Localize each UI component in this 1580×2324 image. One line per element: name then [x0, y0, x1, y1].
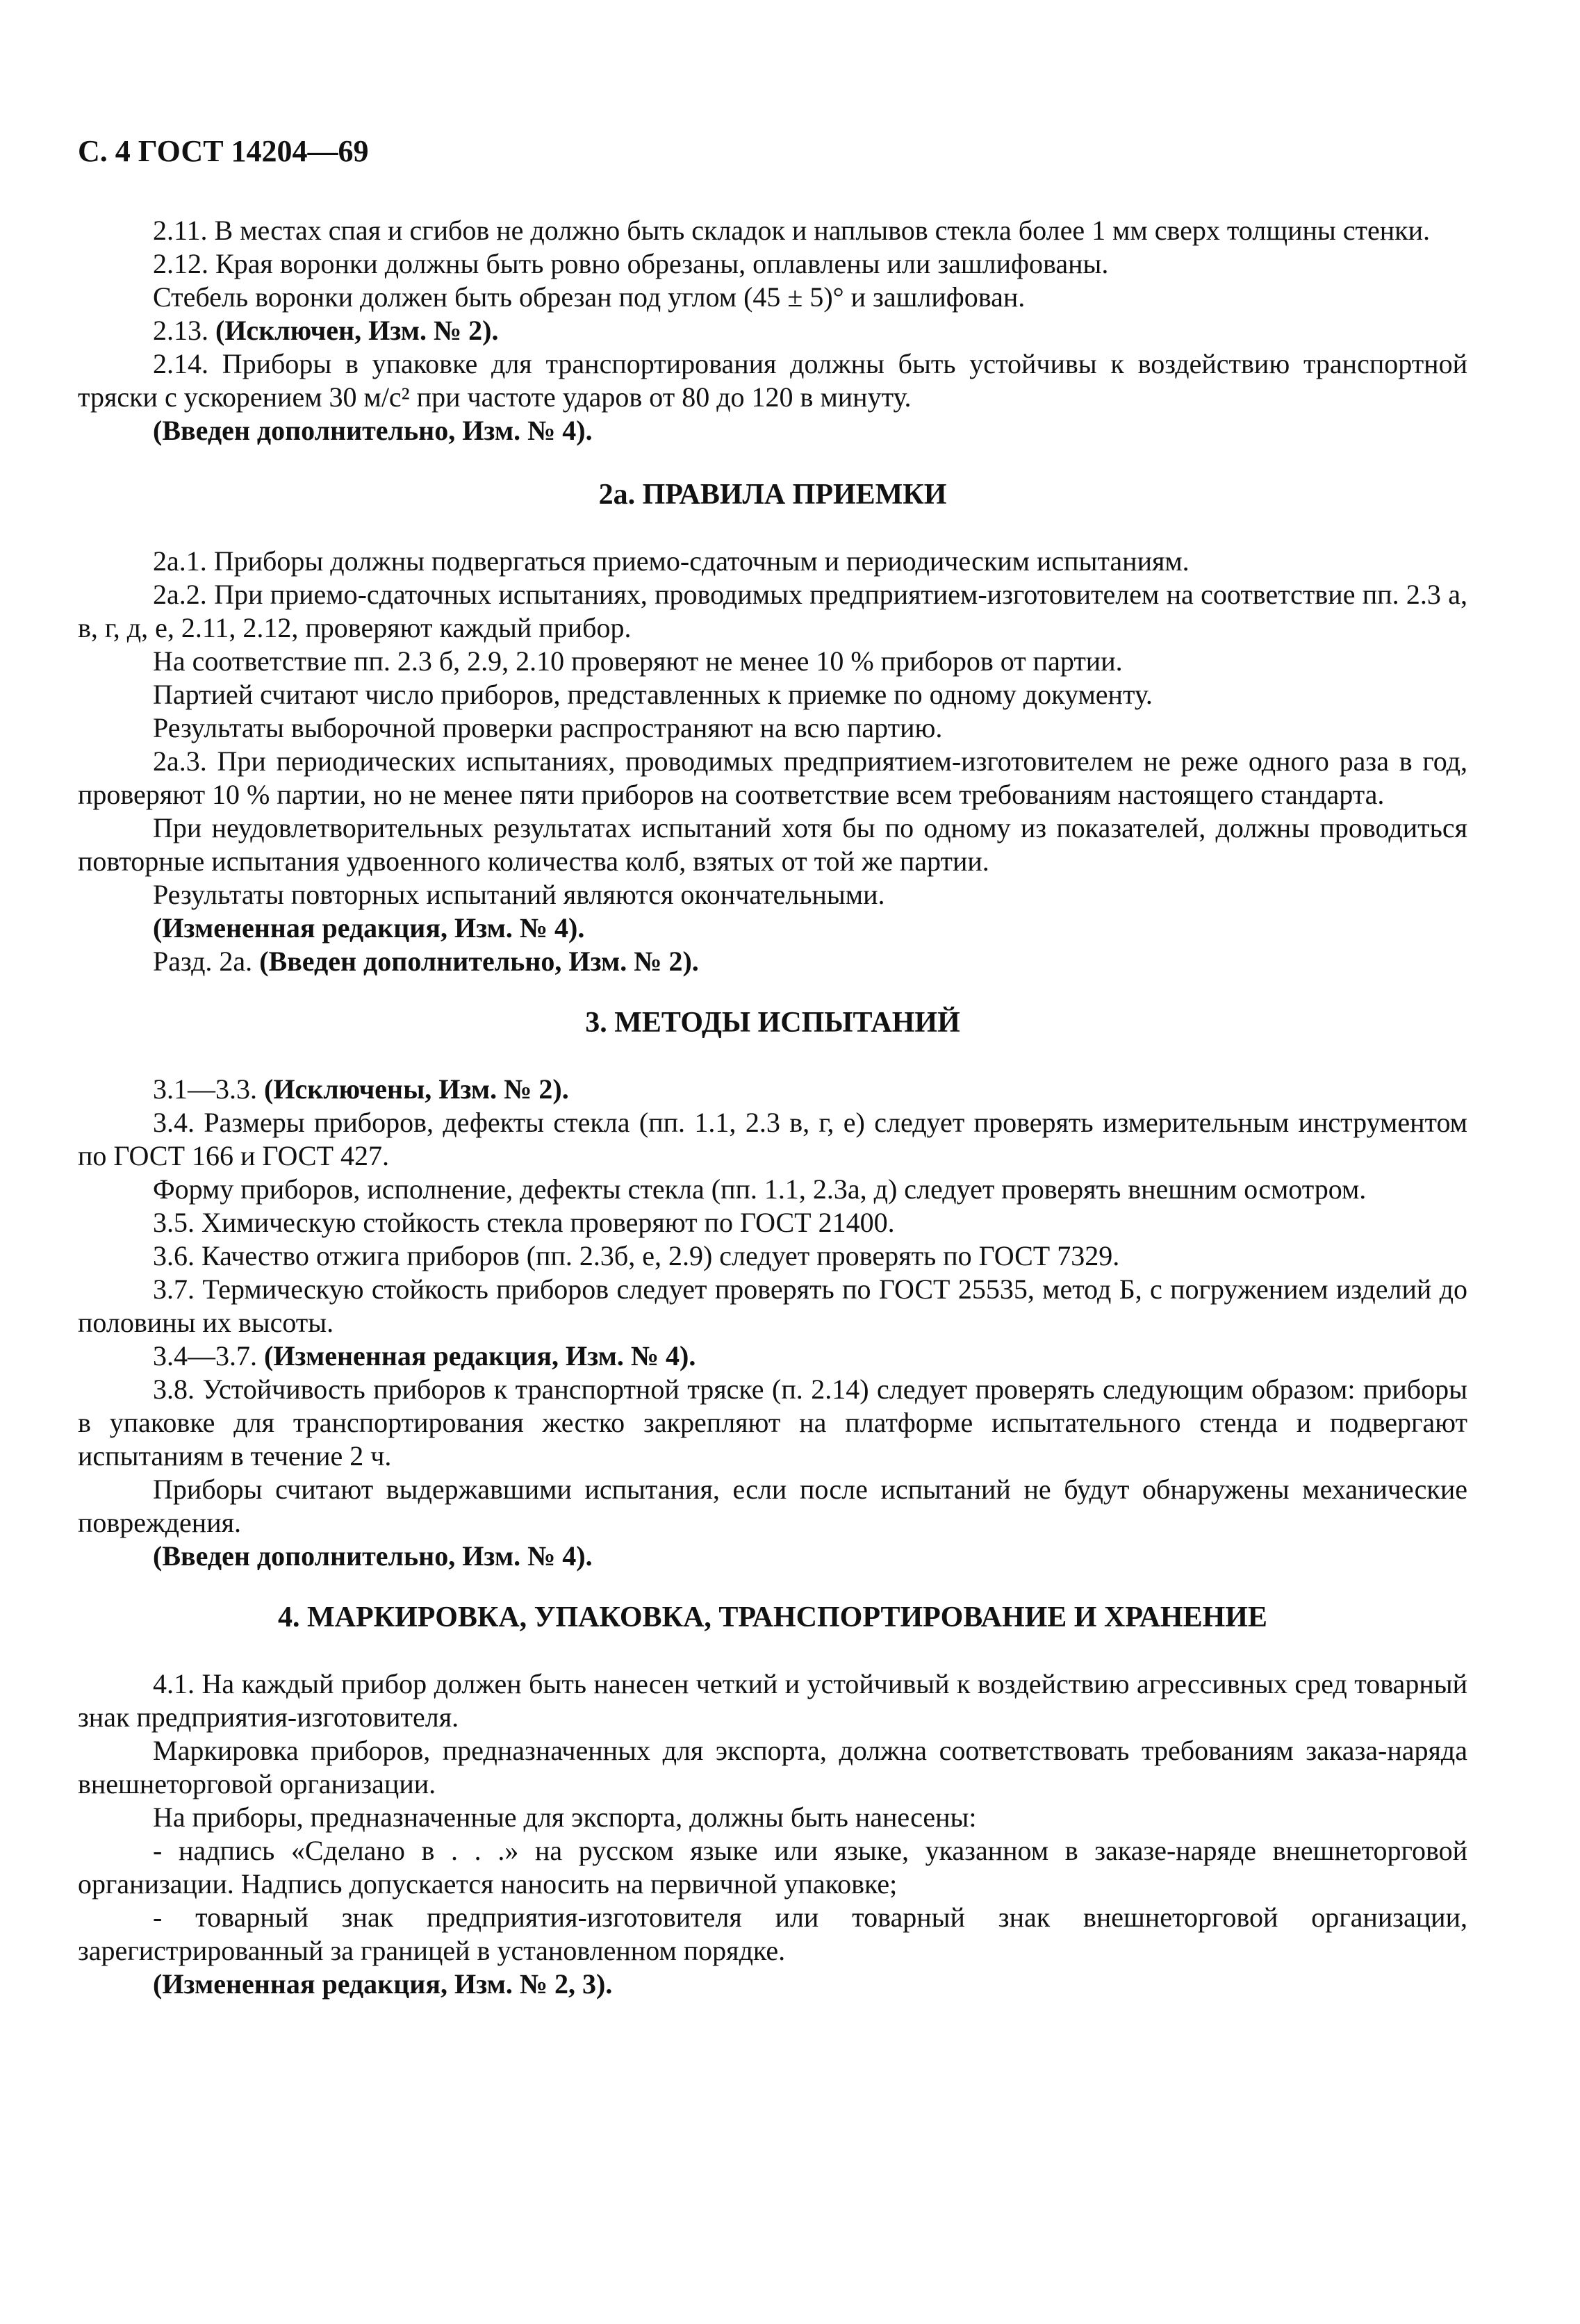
amendment-note: (Введен дополнительно, Изм. № 4). — [153, 415, 593, 446]
section-heading: 4. МАРКИРОВКА, УПАКОВКА, ТРАНСПОРТИРОВАНИЕ И ХРАНЕНИЕ — [278, 1601, 1267, 1633]
section-4 — [78, 1598, 1467, 2001]
paragraph: 3.6. Качество отжига приборов (пп. 2.3б, е, 2.9) следует проверять по ГОСТ 7329. — [153, 1240, 1120, 1271]
section-3 — [78, 1003, 1467, 1573]
paragraph: 2а.2. При приемо-сдаточных испытаниях, проводимых предприятием-изготовителем на соответствие пп. 2.3 а, в, г, д, е, 2.11, 2.12, проверяют каждый прибор. — [78, 579, 1467, 643]
paragraph: Партией считают число приборов, представленных к приемке по одному документу. — [153, 679, 1153, 710]
paragraph: 3.4—3.7. (Измененная редакция, Изм. № 4). — [153, 1340, 696, 1371]
paragraph: Маркировка приборов, предназначенных для экспорта, должна соответствовать требованиям заказа-наряда внешнеторговой организации. — [78, 1735, 1467, 1799]
list-item: - надпись «Сделано в . . .» на русском языке или языке, указанном в заказе-наряде внешнеторговой организации. Надпись допускается наносить на первичной упаковке; — [78, 1835, 1467, 1899]
paragraph: На соответствие пп. 2.3 б, 2.9, 2.10 проверяют не менее 10 % приборов от партии. — [153, 645, 1123, 677]
paragraph: На приборы, предназначенные для экспорта, должны быть нанесены: — [153, 1802, 977, 1833]
paragraph: 2а.1. Приборы должны подвергаться приемо-сдаточным и периодическим испытаниям. — [153, 545, 1190, 577]
section-heading: 3. МЕТОДЫ ИСПЫТАНИЙ — [585, 1007, 960, 1039]
paragraph: 4.1. На каждый прибор должен быть нанесен четкий и устойчивый к воздействию агрессивных сред товарный знак предприятия-изготовителя. — [78, 1668, 1467, 1733]
amendment-note: (Измененная редакция, Изм. № 2, 3). — [153, 1968, 613, 2000]
paragraph: Приборы считают выдержавшими испытания, если после испытаний не будут обнаружены механические повреждения. — [78, 1474, 1467, 1538]
paragraph: Форму приборов, исполнение, дефекты стекла (пп. 1.1, 2.3а, д) следует проверять внешним осмотром. — [153, 1173, 1367, 1205]
paragraph: 3.1—3.3. (Исключены, Изм. № 2). — [153, 1073, 569, 1105]
page-header: С. 4 ГОСТ 14204—69 — [78, 134, 369, 168]
paragraph: Стебель воронки должен быть обрезан под углом (45 ± 5)° и зашлифован. — [153, 281, 1026, 313]
amendment-note: (Измененная редакция, Изм. № 4). — [153, 912, 585, 943]
paragraph: 2.13. (Исключен, Изм. № 2). — [153, 315, 499, 346]
section-2a — [78, 475, 1467, 978]
section-2 — [78, 214, 1467, 447]
paragraph: 3.4. Размеры приборов, дефекты стекла (пп. 1.1, 2.3 в, г, е) следует проверять измерительным инструментом по ГОСТ 166 и ГОСТ 427. — [78, 1107, 1467, 1171]
paragraph: 3.5. Химическую стойкость стекла проверяют по ГОСТ 21400. — [153, 1207, 895, 1238]
paragraph: Результаты повторных испытаний являются окончательными. — [153, 879, 885, 910]
paragraph: При неудовлетворительных результатах испытаний хотя бы по одному из показателей, должны проводиться повторные испытания удвоенного количества колб, взятых от той же партии. — [78, 812, 1467, 877]
list-item: - товарный знак предприятия-изготовителя или товарный знак внешнеторговой организации, зарегистрированный за границей в установленном порядке. — [78, 1902, 1467, 1966]
document-page — [78, 132, 1467, 2001]
amendment-note: Разд. 2а. (Введен дополнительно, Изм. № 2). — [153, 946, 699, 977]
paragraph: 2.12. Края воронки должны быть ровно обрезаны, оплавлены или зашлифованы. — [153, 248, 1109, 279]
amendment-note: (Введен дополнительно, Изм. № 4). — [153, 1540, 593, 1572]
paragraph: 2.11. В местах спая и сгибов не должно быть складок и наплывов стекла более 1 мм сверх толщины стенки. — [153, 215, 1430, 246]
paragraph: Результаты выборочной проверки распространяют на всю партию. — [153, 712, 943, 743]
paragraph: 3.8. Устойчивость приборов к транспортной тряске (п. 2.14) следует проверять следующим образом: приборы в упаковке для транспортирования жестко закрепляют на платформе испытательного стенда и подвергают испытаниям в течение 2 ч. — [78, 1374, 1467, 1472]
section-heading: 2а. ПРАВИЛА ПРИЕМКИ — [598, 479, 947, 511]
paragraph: 3.7. Термическую стойкость приборов следует проверять по ГОСТ 25535, метод Б, с погружением изделий до половины их высоты. — [78, 1274, 1467, 1338]
paragraph: 2.14. Приборы в упаковке для транспортирования должны быть устойчивы к воздействию транспортной тряски с ускорением 30 м/с² при частоте ударов от 80 до 120 в минуту. — [78, 348, 1467, 413]
paragraph: 2а.3. При периодических испытаниях, проводимых предприятием-изготовителем не реже одного раза в год, проверяют 10 % партии, но не менее пяти приборов на соответствие всем требованиям настоящего стандарта. — [78, 745, 1467, 810]
